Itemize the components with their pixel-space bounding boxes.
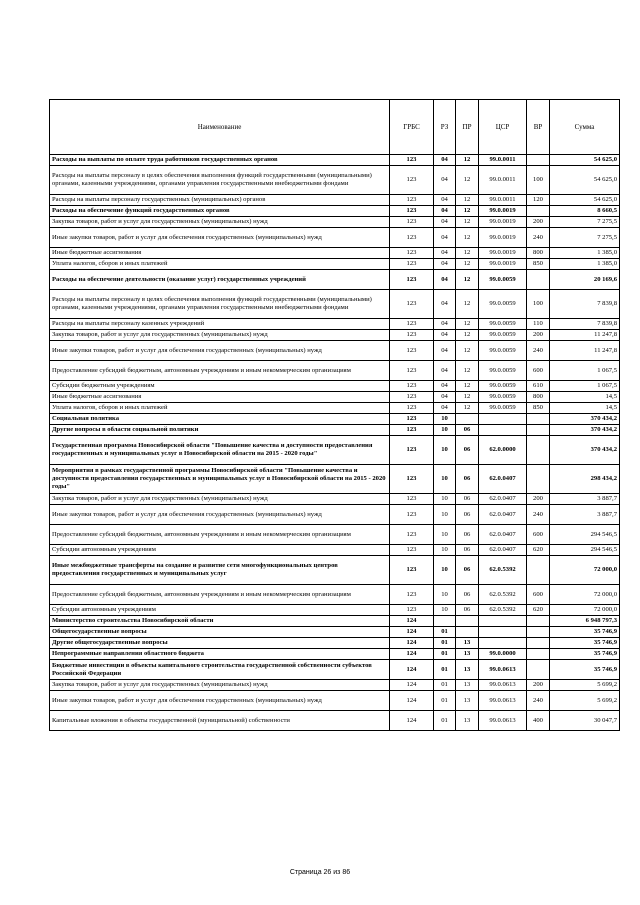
row-rz: 01	[434, 711, 456, 731]
table-row	[50, 195, 620, 206]
row-name: Мероприятия в рамках государственной программы Новосибирской области "Повышение качества и доступности предоставления государственных и муниципальных услуг в Новосибирской области на 2015 - 2020 годы"	[50, 465, 390, 494]
row-grbs: 123	[390, 270, 434, 290]
row-sum: 35 746,9	[550, 649, 620, 660]
row-rz: 04	[434, 228, 456, 248]
row-csr: 99.0.0059	[479, 403, 527, 414]
row-grbs: 123	[390, 392, 434, 403]
row-csr	[479, 616, 527, 627]
row-name: Иные закупки товаров, работ и услуг для обеспечения государственных (муниципальных) нужд	[50, 691, 390, 711]
table-row	[50, 680, 620, 691]
row-rz: 10	[434, 494, 456, 505]
row-csr: 62.0.0407	[479, 545, 527, 556]
row-sum: 5 699,2	[550, 691, 620, 711]
row-sum: 370 434,2	[550, 425, 620, 436]
row-csr: 62.0.0407	[479, 525, 527, 545]
row-csr: 99.0.0011	[479, 155, 527, 166]
header-sum: Сумма	[550, 100, 620, 155]
row-csr	[479, 627, 527, 638]
row-pr: 12	[456, 259, 479, 270]
row-name: Иные бюджетные ассигнования	[50, 392, 390, 403]
row-csr: 99.0.0059	[479, 270, 527, 290]
header-csr: ЦСР	[479, 100, 527, 155]
row-grbs: 123	[390, 556, 434, 585]
row-name: Расходы на выплаты по оплате труда работников государственных органов	[50, 155, 390, 166]
table-row	[50, 166, 620, 195]
row-csr: 99.0.0613	[479, 711, 527, 731]
row-sum: 54 625,0	[550, 195, 620, 206]
row-vr	[527, 270, 550, 290]
row-csr: 99.0.0059	[479, 290, 527, 319]
row-rz: 01	[434, 691, 456, 711]
row-pr	[456, 616, 479, 627]
row-grbs: 124	[390, 638, 434, 649]
row-pr: 12	[456, 381, 479, 392]
row-vr	[527, 436, 550, 465]
table-header-row	[50, 100, 620, 155]
row-csr	[479, 638, 527, 649]
row-pr: 13	[456, 660, 479, 680]
row-name: Расходы на выплаты персоналу в целях обеспечения выполнения функций государственными (муниципальными) органами, казенными учреждениями, органами управления государственными внебюджетными фондами	[50, 166, 390, 195]
table-row	[50, 330, 620, 341]
row-rz: 04	[434, 330, 456, 341]
row-rz: 04	[434, 206, 456, 217]
row-rz: 10	[434, 505, 456, 525]
row-csr: 99.0.0059	[479, 330, 527, 341]
header-rz: РЗ	[434, 100, 456, 155]
row-vr: 100	[527, 290, 550, 319]
row-rz: 04	[434, 155, 456, 166]
row-vr: 600	[527, 361, 550, 381]
row-name: Расходы на выплаты персоналу в целях обеспечения выполнения функций государственными (муниципальными) органами, казенными учреждениями, органами управления государственными внебюджетными фондами	[50, 290, 390, 319]
row-grbs: 123	[390, 465, 434, 494]
row-pr: 06	[456, 585, 479, 605]
row-grbs: 123	[390, 425, 434, 436]
row-sum: 30 047,7	[550, 711, 620, 731]
row-name: Расходы на обеспечение функций государственных органов	[50, 206, 390, 217]
row-vr: 120	[527, 195, 550, 206]
row-sum: 72 000,0	[550, 585, 620, 605]
row-vr	[527, 660, 550, 680]
row-grbs: 123	[390, 525, 434, 545]
header-pr: ПР	[456, 100, 479, 155]
row-csr: 62.0.5392	[479, 556, 527, 585]
table-row	[50, 627, 620, 638]
row-rz: 10	[434, 525, 456, 545]
row-name: Закупка товаров, работ и услуг для государственных (муниципальных) нужд	[50, 494, 390, 505]
row-csr: 99.0.0019	[479, 259, 527, 270]
header-vr: ВР	[527, 100, 550, 155]
row-grbs: 123	[390, 248, 434, 259]
row-sum: 72 000,0	[550, 556, 620, 585]
row-vr: 600	[527, 585, 550, 605]
row-vr: 110	[527, 319, 550, 330]
row-sum: 35 746,9	[550, 627, 620, 638]
table-row	[50, 425, 620, 436]
row-name: Субсидии автономным учреждениям	[50, 605, 390, 616]
row-csr: 62.0.0407	[479, 465, 527, 494]
row-vr: 620	[527, 605, 550, 616]
row-rz: 04	[434, 392, 456, 403]
table-row	[50, 392, 620, 403]
header-name: Наименование	[50, 100, 390, 155]
row-csr	[479, 425, 527, 436]
row-sum: 370 434,2	[550, 414, 620, 425]
row-rz: 10	[434, 436, 456, 465]
row-sum: 54 625,0	[550, 166, 620, 195]
row-vr	[527, 465, 550, 494]
row-csr: 99.0.0613	[479, 660, 527, 680]
row-grbs: 123	[390, 414, 434, 425]
table-row	[50, 556, 620, 585]
row-sum: 14,5	[550, 403, 620, 414]
row-sum: 5 699,2	[550, 680, 620, 691]
row-vr: 200	[527, 494, 550, 505]
row-csr: 99.0.0613	[479, 680, 527, 691]
row-name: Иные бюджетные ассигнования	[50, 248, 390, 259]
row-pr: 06	[456, 525, 479, 545]
row-sum: 1 067,5	[550, 361, 620, 381]
row-pr	[456, 627, 479, 638]
row-vr: 800	[527, 248, 550, 259]
row-rz: 01	[434, 649, 456, 660]
row-sum: 72 000,0	[550, 605, 620, 616]
row-rz: 04	[434, 403, 456, 414]
row-rz: 04	[434, 248, 456, 259]
row-sum: 20 169,6	[550, 270, 620, 290]
row-vr: 600	[527, 525, 550, 545]
row-sum: 35 746,9	[550, 638, 620, 649]
row-grbs: 124	[390, 649, 434, 660]
row-rz: 01	[434, 627, 456, 638]
row-rz: 04	[434, 361, 456, 381]
row-vr: 240	[527, 341, 550, 361]
row-sum: 35 746,9	[550, 660, 620, 680]
row-sum: 370 434,2	[550, 436, 620, 465]
row-grbs: 123	[390, 381, 434, 392]
row-pr: 06	[456, 425, 479, 436]
table-row	[50, 403, 620, 414]
row-pr: 06	[456, 505, 479, 525]
row-csr: 99.0.0011	[479, 195, 527, 206]
row-pr: 06	[456, 605, 479, 616]
row-rz: 04	[434, 166, 456, 195]
row-name: Предоставление субсидий бюджетным, автономным учреждениям и иным некоммерческим организациям	[50, 361, 390, 381]
row-csr: 62.0.5392	[479, 605, 527, 616]
table-row	[50, 206, 620, 217]
row-grbs: 123	[390, 228, 434, 248]
table-row	[50, 660, 620, 680]
row-grbs: 123	[390, 217, 434, 228]
table-row	[50, 155, 620, 166]
row-csr: 62.0.0000	[479, 436, 527, 465]
row-sum: 294 546,5	[550, 525, 620, 545]
row-name: Общегосударственные вопросы	[50, 627, 390, 638]
row-sum: 7 839,8	[550, 319, 620, 330]
row-grbs: 123	[390, 195, 434, 206]
row-csr: 99.0.0059	[479, 319, 527, 330]
table-row	[50, 436, 620, 465]
row-vr: 850	[527, 259, 550, 270]
row-csr: 99.0.0059	[479, 341, 527, 361]
row-csr: 62.0.5392	[479, 585, 527, 605]
row-pr: 06	[456, 436, 479, 465]
row-rz: 10	[434, 545, 456, 556]
row-grbs: 123	[390, 155, 434, 166]
budget-table	[49, 99, 620, 731]
row-csr: 62.0.0407	[479, 494, 527, 505]
row-sum: 1 385,0	[550, 248, 620, 259]
row-name: Социальная политика	[50, 414, 390, 425]
row-sum: 8 660,5	[550, 206, 620, 217]
row-grbs: 123	[390, 505, 434, 525]
table-body	[50, 100, 620, 731]
row-sum: 14,5	[550, 392, 620, 403]
row-pr: 12	[456, 195, 479, 206]
row-grbs: 123	[390, 403, 434, 414]
table-row	[50, 341, 620, 361]
row-rz: 04	[434, 319, 456, 330]
row-rz: 01	[434, 660, 456, 680]
row-pr	[456, 414, 479, 425]
row-name: Субсидии бюджетным учреждениям	[50, 381, 390, 392]
row-name: Бюджетные инвестиции в объекты капитального строительства государственной собственности субъектов Российской Федерации	[50, 660, 390, 680]
table-row	[50, 691, 620, 711]
row-pr: 12	[456, 248, 479, 259]
row-name: Предоставление субсидий бюджетным, автономным учреждениям и иным некоммерческим организациям	[50, 585, 390, 605]
row-grbs: 123	[390, 585, 434, 605]
row-rz	[434, 616, 456, 627]
row-sum: 7 839,8	[550, 290, 620, 319]
row-grbs: 123	[390, 494, 434, 505]
row-rz: 10	[434, 605, 456, 616]
row-rz: 04	[434, 270, 456, 290]
row-name: Расходы на выплаты персоналу государственных (муниципальных) органов	[50, 195, 390, 206]
row-pr: 12	[456, 270, 479, 290]
row-vr	[527, 627, 550, 638]
row-rz: 04	[434, 290, 456, 319]
row-sum: 294 546,5	[550, 545, 620, 556]
row-vr: 800	[527, 392, 550, 403]
table-row	[50, 465, 620, 494]
row-name: Уплата налогов, сборов и иных платежей	[50, 403, 390, 414]
row-rz: 01	[434, 638, 456, 649]
row-name: Другие общегосударственные вопросы	[50, 638, 390, 649]
table-row	[50, 381, 620, 392]
row-csr: 99.0.0019	[479, 248, 527, 259]
row-pr: 12	[456, 330, 479, 341]
row-grbs: 124	[390, 627, 434, 638]
row-grbs: 123	[390, 259, 434, 270]
row-csr: 99.0.0613	[479, 691, 527, 711]
row-pr: 12	[456, 228, 479, 248]
row-sum: 11 247,8	[550, 330, 620, 341]
row-name: Иные закупки товаров, работ и услуг для обеспечения государственных (муниципальных) нужд	[50, 505, 390, 525]
table-row	[50, 505, 620, 525]
row-vr: 620	[527, 545, 550, 556]
row-csr: 99.0.0019	[479, 206, 527, 217]
row-name: Государственная программа Новосибирской области "Повышение качества и доступности предоставления государственных и муниципальных услуг в Новосибирской области на 2015 - 2020 годы"	[50, 436, 390, 465]
row-grbs: 123	[390, 206, 434, 217]
row-pr: 13	[456, 711, 479, 731]
row-rz: 04	[434, 259, 456, 270]
table-row	[50, 270, 620, 290]
row-csr	[479, 414, 527, 425]
row-vr: 400	[527, 711, 550, 731]
table-row	[50, 525, 620, 545]
row-sum: 54 625,0	[550, 155, 620, 166]
row-vr: 240	[527, 228, 550, 248]
row-pr: 12	[456, 361, 479, 381]
row-grbs: 124	[390, 711, 434, 731]
row-rz: 04	[434, 217, 456, 228]
row-csr: 62.0.0407	[479, 505, 527, 525]
row-grbs: 124	[390, 616, 434, 627]
row-name: Другие вопросы в области социальной политики	[50, 425, 390, 436]
table-row	[50, 414, 620, 425]
row-csr: 99.0.0059	[479, 361, 527, 381]
row-pr: 12	[456, 166, 479, 195]
row-csr: 99.0.0059	[479, 381, 527, 392]
row-pr: 12	[456, 290, 479, 319]
row-vr: 240	[527, 505, 550, 525]
table-row	[50, 228, 620, 248]
table-row	[50, 649, 620, 660]
table-row	[50, 545, 620, 556]
row-pr: 06	[456, 465, 479, 494]
row-pr: 13	[456, 691, 479, 711]
table-row	[50, 605, 620, 616]
row-vr	[527, 414, 550, 425]
row-rz: 04	[434, 195, 456, 206]
row-csr: 99.0.0000	[479, 649, 527, 660]
table-row	[50, 259, 620, 270]
row-vr: 240	[527, 691, 550, 711]
row-grbs: 124	[390, 680, 434, 691]
row-grbs: 123	[390, 341, 434, 361]
row-pr: 12	[456, 319, 479, 330]
row-name: Закупка товаров, работ и услуг для государственных (муниципальных) нужд	[50, 680, 390, 691]
page-number: Страница 26 из 86	[289, 869, 351, 876]
row-vr	[527, 556, 550, 585]
row-vr: 100	[527, 166, 550, 195]
row-name: Иные закупки товаров, работ и услуг для обеспечения государственных (муниципальных) нужд	[50, 341, 390, 361]
row-csr: 99.0.0059	[479, 392, 527, 403]
row-pr: 12	[456, 206, 479, 217]
table-row	[50, 290, 620, 319]
row-grbs: 124	[390, 660, 434, 680]
table-row	[50, 585, 620, 605]
row-grbs: 123	[390, 330, 434, 341]
row-vr	[527, 616, 550, 627]
row-sum: 11 247,8	[550, 341, 620, 361]
row-csr: 99.0.0019	[479, 217, 527, 228]
row-pr: 13	[456, 638, 479, 649]
row-name: Капитальные вложения в объекты государственной (муниципальной) собственности	[50, 711, 390, 731]
row-sum: 7 275,5	[550, 228, 620, 248]
row-rz: 10	[434, 425, 456, 436]
row-pr: 12	[456, 403, 479, 414]
row-pr: 12	[456, 392, 479, 403]
row-rz: 10	[434, 465, 456, 494]
row-name: Непрограммные направления областного бюджета	[50, 649, 390, 660]
table-row	[50, 319, 620, 330]
row-pr: 12	[456, 217, 479, 228]
row-vr: 850	[527, 403, 550, 414]
row-csr: 99.0.0019	[479, 228, 527, 248]
row-pr: 13	[456, 649, 479, 660]
row-name: Расходы на выплаты персоналу казенных учреждений	[50, 319, 390, 330]
row-rz: 10	[434, 556, 456, 585]
row-vr	[527, 638, 550, 649]
table-row	[50, 711, 620, 731]
row-rz: 04	[434, 381, 456, 392]
row-grbs: 123	[390, 319, 434, 330]
row-sum: 298 434,2	[550, 465, 620, 494]
row-grbs: 123	[390, 545, 434, 556]
row-vr: 610	[527, 381, 550, 392]
row-rz: 01	[434, 680, 456, 691]
row-rz: 10	[434, 414, 456, 425]
row-sum: 1 067,5	[550, 381, 620, 392]
row-vr: 200	[527, 217, 550, 228]
row-grbs: 123	[390, 436, 434, 465]
row-sum: 3 887,7	[550, 494, 620, 505]
row-pr: 06	[456, 494, 479, 505]
row-name: Иные межбюджетные трансферты на создание и развитие сети многофункциональных центров предоставления государственных и муниципальных услуг	[50, 556, 390, 585]
row-sum: 1 385,0	[550, 259, 620, 270]
row-name: Уплата налогов, сборов и иных платежей	[50, 259, 390, 270]
table-row	[50, 638, 620, 649]
row-vr	[527, 206, 550, 217]
table-row	[50, 217, 620, 228]
header-grbs: ГРБС	[390, 100, 434, 155]
row-rz: 04	[434, 341, 456, 361]
row-name: Министерство строительства Новосибирской области	[50, 616, 390, 627]
row-grbs: 123	[390, 166, 434, 195]
row-vr	[527, 155, 550, 166]
row-vr: 200	[527, 330, 550, 341]
row-grbs: 123	[390, 361, 434, 381]
row-pr: 13	[456, 680, 479, 691]
table-row	[50, 616, 620, 627]
row-pr: 06	[456, 545, 479, 556]
row-pr: 06	[456, 556, 479, 585]
row-name: Расходы на обеспечение деятельности (оказание услуг) государственных учреждений	[50, 270, 390, 290]
row-pr: 12	[456, 155, 479, 166]
row-vr	[527, 649, 550, 660]
row-name: Субсидии автономным учреждениям	[50, 545, 390, 556]
row-name: Предоставление субсидий бюджетным, автономным учреждениям и иным некоммерческим организациям	[50, 525, 390, 545]
row-grbs: 123	[390, 290, 434, 319]
row-sum: 6 948 797,3	[550, 616, 620, 627]
row-name: Закупка товаров, работ и услуг для государственных (муниципальных) нужд	[50, 330, 390, 341]
table-row	[50, 248, 620, 259]
row-grbs: 123	[390, 605, 434, 616]
table-row	[50, 494, 620, 505]
row-grbs: 124	[390, 691, 434, 711]
row-pr: 12	[456, 341, 479, 361]
row-csr: 99.0.0011	[479, 166, 527, 195]
table-row	[50, 361, 620, 381]
row-rz: 10	[434, 585, 456, 605]
row-sum: 7 275,5	[550, 217, 620, 228]
row-vr	[527, 425, 550, 436]
row-name: Иные закупки товаров, работ и услуг для обеспечения государственных (муниципальных) нужд	[50, 228, 390, 248]
row-name: Закупка товаров, работ и услуг для государственных (муниципальных) нужд	[50, 217, 390, 228]
row-vr: 200	[527, 680, 550, 691]
row-sum: 3 887,7	[550, 505, 620, 525]
